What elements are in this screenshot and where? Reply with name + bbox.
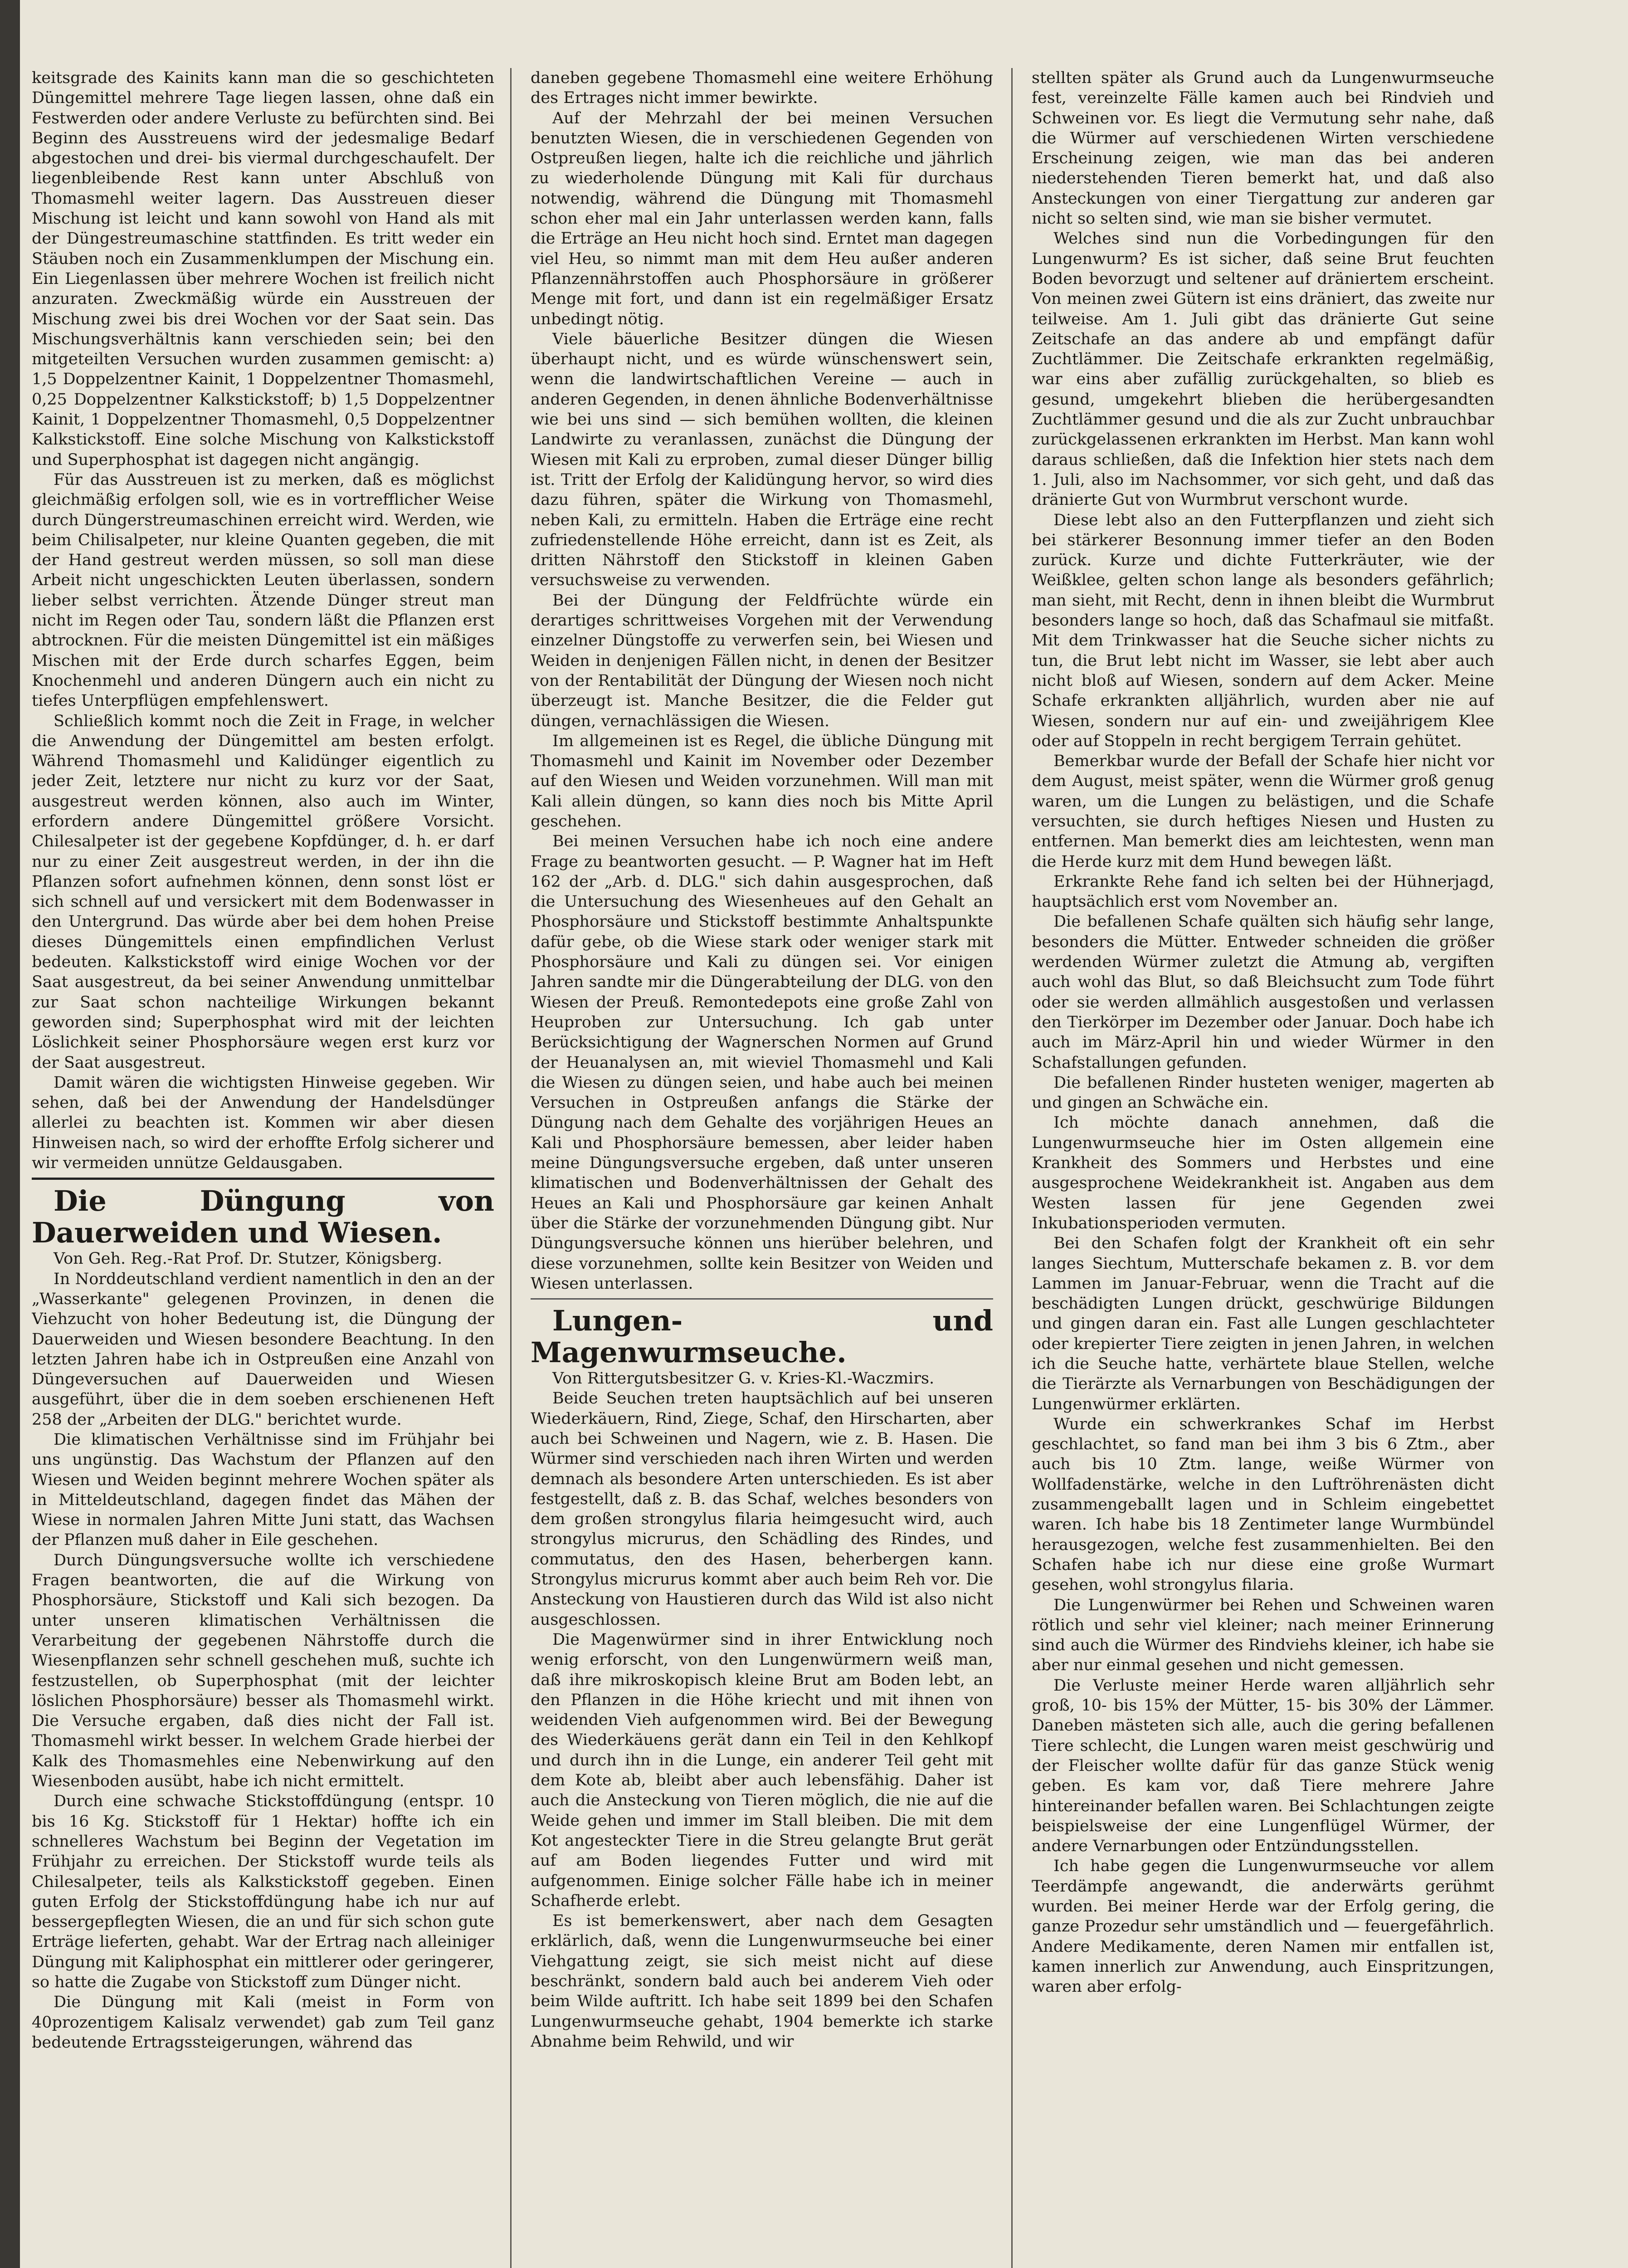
paragraph: Schließlich kommt noch die Zeit in Frage, in welcher die Anwendung der Düngemittel am besten erfolgt. Während Thomasmehl und Kalidünger eigentlich zu jeder Zeit, letztere nur nicht zu kurz vor der Saat, ausgestreut werden können, also auch im Winter, erfordern andere Düngemittel größere Vorsicht. Chilesalpeter ist der gegebene Kopfdünger, d. h. er darf nur zu einer Zeit ausgestreut werden, in der ihn die Pflanzen sofort aufnehmen können, denn sonst löst er sich schnell auf und versickert mit dem Bodenwasser in den Untergrund. Das würde aber bei dem hohen Preise dieses Düngemittels einen empfindlichen Verlust bedeuten. Kalkstickstoff wird einige Wochen vor der Saat ausgestreut, da bei seiner Anwendung unmittelbar zur Saat schon nachteilige Wirkungen bekannt geworden sind; Superphosphat wird mit der leichten Löslichkeit seiner Phosphorsäure wegen erst kurz vor der Saat ausgestreut. bbox=[32, 712, 494, 1072]
paragraph: keitsgrade des Kainits kann man die so geschichteten Düngemittel mehrere Tage liegen lassen, ohne daß ein Festwerden oder andere Verluste zu befürchten sind. Bei Beginn des Ausstreuens wird der jedesmalige Bedarf abgestochen und drei- bis viermal durchgeschaufelt. Der liegenbleibende Rest kann unter Abschluß von Thomasmehl weiter lagern. Das Ausstreuen dieser Mischung ist leicht und kann sowohl von Hand als mit der Düngestreumaschine stattfinden. Es tritt weder ein Stäuben noch ein Zusammenklumpen der Mischung ein. Ein Liegenlassen über mehrere Wochen ist freilich nicht anzuraten. Zweckmäßig würde ein Ausstreuen der Mischung zwei bis drei Wochen vor der Saat sein. Das Mischungsverhältnis kann verschieden sein; bei den mitgeteilten Versuchen wurden zusammen gemischt: a) 1,5 Doppelzentner Kainit, 1 Doppelzentner Thomasmehl, 0,25 Doppelzentner Kalkstickstoff; b) 1,5 Doppelzentner Kainit, 1 Doppelzentner Thomasmehl, 0,5 Doppelzentner Kalkstickstoff. Eine solche Mischung von Kalkstickstoff und Superphosphat ist dagegen nicht angängig. bbox=[32, 69, 494, 469]
paragraph: Ich habe gegen die Lungenwurmseuche vor allem Teerdämpfe angewandt, die anderwärts gerühmt wurden. Bei meiner Herde war der Erfolg gering, die ganze Prozedur sehr umständlich und — feuergefährlich. Andere Medikamente, deren Namen mir entfallen ist, kamen innerlich zur Anwendung, auch Einspritzungen, waren aber erfolg- bbox=[1032, 1857, 1494, 1996]
paragraph: Viele bäuerliche Besitzer düngen die Wiesen überhaupt nicht, und es würde wünschenswert sein, wenn die landwirtschaftlichen Vereine — auch in anderen Gegenden, in denen ähnliche Bodenverhältnisse wie bei uns sind — sich bemühen wollten, die kleinen Landwirte zu veranlassen, zunächst die Düngung der Wiesen mit Kali zu erproben, zumal dieser Dünger billig ist. Tritt der Erfolg der Kalidüngung hervor, so wird dies dazu führen, später die Wirkung von Thomasmehl, neben Kali, zu ermitteln. Haben die Erträge eine recht zufriedenstellende Höhe erreicht, dann ist es Zeit, als dritten Nährstoff den Stickstoff in kleinen Gaben versuchsweise zu verwenden. bbox=[531, 330, 993, 590]
paragraph: Durch Düngungsversuche wollte ich verschiedene Fragen beantworten, die auf die Wirkung von Phosphorsäure, Stickstoff und Kali sich bezogen. Da unter unseren klimatischen Verhältnissen die Verarbeitung der gegebenen Nährstoffe durch die Wiesenpflanzen sehr schnell geschehen muß, suchte ich festzustellen, ob Superphosphat (mit der leichter löslichen Phosphorsäure) besser als Thomasmehl wirkt. Die Versuche ergaben, daß dies nicht der Fall ist. Thomasmehl wirkt besser. In welchem Grade hierbei der Kalk des Thomasmehles eine Nebenwirkung auf den Wiesenboden ausübt, habe ich nicht ermittelt. bbox=[32, 1551, 494, 1791]
paragraph: Auf der Mehrzahl der bei meinen Versuchen benutzten Wiesen, die in verschiedenen Gegenden von Ostpreußen liegen, halte ich die reichliche und jährlich zu wiederholende Düngung mit Kali für durchaus notwendig, während die Düngung mit Thomasmehl schon eher mal ein Jahr unterlassen werden kann, falls die Erträge an Heu nicht hoch sind. Erntet man dagegen viel Heu, so nimmt man mit dem Heu außer anderen Pflanzennährstoffen auch Phosphorsäure in größerer Menge mit fort, und dann ist ein regelmäßiger Ersatz unbedingt nötig. bbox=[531, 109, 993, 328]
column-2 bbox=[531, 68, 993, 2268]
paragraph: Damit wären die wichtigsten Hinweise gegeben. Wir sehen, daß bei der Anwendung der Handelsdünger allerlei zu beachten ist. Kommen wir aber diesen Hinweisen nach, so wird der erhoffte Erfolg sicherer und wir vermeiden unnütze Geldausgaben. bbox=[32, 1073, 494, 1173]
column-rule bbox=[510, 68, 512, 2268]
paragraph: Welches sind nun die Vorbedingungen für den Lungenwurm? Es ist sicher, daß seine Brut feuchten Boden bevorzugt und seltener auf dräniertem erscheint. Von meinen zwei Gütern ist eins dräniert, das zweite nur teilweise. Am 1. Juli gibt das dränierte Gut seine Zeitschafe an das andere ab und empfängt dafür Zuchtlämmer. Die Zeitschafe erkrankten regelmäßig, war eins aber zufällig zurückgehalten, so blieb es gesund, umgekehrt blieben die herübergesandten Zuchtlämmer gesund und die als zur Zucht unbrauchbar zurückgelassenen erkrankten im Herbst. Man kann wohl daraus schließen, daß die Infektion hier stets nach dem 1. Juli, also im Nachsommer, vor sich geht, und daß das dränierte Gut von Wurmbrut verschont wurde. bbox=[1032, 230, 1494, 509]
paragraph: Ich möchte danach annehmen, daß die Lungenwurmseuche hier im Osten allgemein eine Krankheit des Sommers und Herbstes und eine ausgesprochene Weidekrankheit ist. Angaben aus dem Westen lassen für jene Gegenden zwei Inkubationsperioden vermuten. bbox=[1032, 1114, 1494, 1232]
paragraph: Im allgemeinen ist es Regel, die übliche Düngung mit Thomasmehl und Kainit im November oder Dezember auf den Wiesen und Weiden vorzunehmen. Will man mit Kali allein düngen, so kann dies noch bis Mitte April geschehen. bbox=[531, 732, 993, 831]
paragraph: Die befallenen Rinder husteten weniger, magerten ab und gingen an Schwäche ein. bbox=[1032, 1073, 1494, 1112]
paragraph: Die Verluste meiner Herde waren alljährlich sehr groß, 10- bis 15% der Mütter, 15- bis 30% der Lämmer. Daneben mästeten sich alle, auch die gering befallenen Tiere schlecht, die Lungen waren meist geschwürig und der Fleischer wollte dafür für das ganze Stück wenig geben. Es kam vor, daß Tiere mehrere Jahre hintereinander befallen waren. Bei Schlachtungen zeigte beispielsweise der eine Lungenflügel Würmer, der andere Vernarbungen oder Entzündungsstellen. bbox=[1032, 1676, 1494, 1856]
article-divider bbox=[32, 1178, 494, 1180]
paragraph: Die Magenwürmer sind in ihrer Entwicklung noch wenig erforscht, von den Lungenwürmern weiß man, daß ihre mikroskopisch kleine Brut am Boden lebt, an den Pflanzen in die Höhe kriecht und mit ihnen von weidenden Vieh aufgenommen wird. Bei der Bewegung des Wiederkäuens gerät dann ein Teil in den Kehlkopf und durch ihn in die Lunge, ein anderer Teil geht mit dem Kote ab, bleibt aber auch lebensfähig. Daher ist auch die Ansteckung von Tieren möglich, die nie auf die Weide gehen und immer im Stall bleiben. Die mit dem Kot angesteckter Tiere in die Streu gelangte Brut gerät auf am Boden liegendes Futter und wird mit aufgenommen. Einige solcher Fälle habe ich in meiner Schafherde erlebt. bbox=[531, 1630, 993, 1910]
binding-edge bbox=[0, 0, 20, 2268]
paragraph: Bei meinen Versuchen habe ich noch eine andere Frage zu beantworten gesucht. — P. Wagner hat im Heft 162 der „Arb. d. DLG." sich dahin ausgesprochen, daß die Untersuchung des Wiesenheues auf den Gehalt an Phosphorsäure und Stickstoff bestimmte Anhaltspunkte dafür gebe, ob die Wiese stark oder weniger stark mit Phosphorsäure und Kali zu düngen sei. Vor einigen Jahren sandte mir die Düngerabteilung der DLG. von den Wiesen der Preuß. Remontedepots eine große Zahl von Heuproben zur Untersuchung. Ich gab unter Berücksichtigung der Wagnerschen Normen auf Grund der Heuanalysen an, mit wieviel Thomasmehl und Kali die Wiesen zu düngen seien, und habe auch bei meinen Versuchen in Ostpreußen anfangs die Stärke der Düngung nach dem Gehalte des vorjährigen Heues an Kali und Phosphorsäure bemessen, aber leider haben meine Düngungsversuche ergeben, daß unter unseren klimatischen und Bodenverhältnissen der Gehalt des Heues an Kali und Phosphorsäure gar keinen Anhalt über die Stärke der vorzunehmenden Düngung gibt. Nur Düngungsversuche können uns hierüber belehren, und diese vorzunehmen, sollte kein Besitzer von Weiden und Wiesen unterlassen. bbox=[531, 832, 993, 1293]
paragraph: stellten später als Grund auch da Lungenwurmseuche fest, vereinzelte Fälle kamen auch bei Rindvieh und Schweinen vor. Es liegt die Vermutung sehr nahe, daß die Würmer auf verschiedenen Wirten verschiedene Erscheinung zeigen, wie man das bei anderen niederstehenden Tieren bemerkt hat, und daß also Ansteckungen von einer Tiergattung zur anderen gar nicht so selten sind, wie man sie bisher vermutet. bbox=[1032, 69, 1494, 228]
paragraph: Die Düngung mit Kali (meist in Form von 40prozentigem Kalisalz verwendet) gab zum Teil ganz bedeutende Ertragssteigerungen, während das bbox=[32, 1993, 494, 2052]
paragraph: Beide Seuchen treten hauptsächlich auf bei unseren Wiederkäuern, Rind, Ziege, Schaf, den Hirscharten, aber auch bei Schweinen und Nagern, wie z. B. Hasen. Die Würmer sind verschieden nach ihren Wirten und werden demnach als besondere Arten unterschieden. Es ist aber festgestellt, daß z. B. das Schaf, welches besonders von dem großen strongylus filaria heimgesucht wird, auch strongylus micrurus, den Schädling des Rindes, und commutatus, den des Hasen, beherbergen kann. Strongylus micrurus kommt aber auch beim Reh vor. Die Ansteckung von Haustieren durch das Wild ist also nicht ausgeschlossen. bbox=[531, 1389, 993, 1629]
article-byline: Von Rittergutsbesitzer G. v. Kries-Kl.-Waczmirs. bbox=[552, 1369, 935, 1388]
paragraph: Die Lungenwürmer bei Rehen und Schweinen waren rötlich und sehr viel kleiner; nach meiner Erinnerung sind auch die Würmer des Rindviehs kleiner, ich habe sie aber nur einmal gesehen und nicht gemessen. bbox=[1032, 1596, 1494, 1675]
paragraph: In Norddeutschland verdient namentlich in den an der „Wasserkante" gelegenen Provinzen, in denen die Viehzucht von hoher Bedeutung ist, die Düngung der Dauerweiden und Wiesen besondere Beachtung. In den letzten Jahren habe ich in Ostpreußen eine Anzahl von Düngeversuchen auf Dauerweiden und Wiesen ausgeführt, über die in dem soeben erschienenen Heft 258 der „Arbeiten der DLG." berichtet wurde. bbox=[32, 1270, 494, 1429]
paragraph: daneben gegebene Thomasmehl eine weitere Erhöhung des Ertrages nicht immer bewirkte. bbox=[531, 69, 993, 108]
paragraph: Durch eine schwache Stickstoffdüngung (entspr. 10 bis 16 Kg. Stickstoff für 1 Hektar) hoffte ich ein schnelleres Wachstum bei Beginn der Vegetation im Frühjahr zu erreichen. Der Stickstoff wurde teils als Chilesalpeter, teils als Kalkstickstoff gegeben. Einen guten Erfolg der Stickstoffdüngung habe ich nur auf bessergepflegten Wiesen, die an und für sich schon gute Erträge lieferten, gehabt. War der Ertrag nach alleiniger Düngung mit Kaliphosphat ein mittlerer oder geringerer, so hatte die Zugabe von Stickstoff zum Dünger nicht. bbox=[32, 1792, 494, 1992]
paragraph: Erkrankte Rehe fand ich selten bei der Hühnerjagd, hauptsächlich erst vom November an. bbox=[1032, 872, 1494, 911]
paragraph: Bei der Düngung der Feldfrüchte würde ein derartiges schrittweises Vorgehen mit der Verwendung einzelner Düngstoffe zu verwerfen sein, bei Wiesen und Weiden in denjenigen Fällen nicht, in denen der Besitzer von der Rentabilität der Düngung der Wiesen noch nicht überzeugt ist. Manche Besitzer, die die Felder gut düngen, vernachlässigen die Wiesen. bbox=[531, 591, 993, 730]
column-rule bbox=[1011, 68, 1013, 2268]
paragraph: Die befallenen Schafe quälten sich häufig sehr lange, besonders die Mütter. Entweder schneiden die größer werdenden Würmer zuletzt die Atmung ab, vergiften auch wohl das Blut, so daß Bleichsucht zum Tode führt oder sie werden allmählich ausgestoßen und verlassen den Tierkörper im Dezember oder Januar. Doch habe ich auch im März-April hin und wieder Würmer in den Schafstallungen gefunden. bbox=[1032, 913, 1494, 1072]
article-divider bbox=[531, 1298, 993, 1300]
column-3 bbox=[1032, 68, 1494, 2268]
column-1 bbox=[32, 68, 494, 2268]
paragraph: Wurde ein schwerkrankes Schaf im Herbst geschlachtet, so fand man bei ihm 3 bis 6 Ztm., aber auch bis 10 Ztm. lange, weiße Würmer von Wollfadenstärke, welche in den Luftröhrenästen dicht zusammengeballt lagen und in Schleim eingebettet waren. Ich habe bis 18 Zentimeter lange Wurmbündel herausgezogen, welche fest zusammenhielten. Bei den Schafen habe ich nur diese eine große Wurmart gesehen, wohl strongylus filaria. bbox=[1032, 1415, 1494, 1594]
paragraph: Die klimatischen Verhältnisse sind im Frühjahr bei uns ungünstig. Das Wachstum der Pflanzen auf den Wiesen und Weiden beginnt mehrere Wochen später als in Mitteldeutschland, dagegen findet das Mähen der Wiese in normalen Jahren Mitte Juni statt, das Wachsen der Pflanzen muß daher in Eile geschehen. bbox=[32, 1431, 494, 1549]
article-byline: Von Geh. Reg.-Rat Prof. Dr. Stutzer, Königsberg. bbox=[54, 1250, 443, 1268]
paragraph: Diese lebt also an den Futterpflanzen und zieht sich bei stärkerer Besonnung immer tiefer an den Boden zurück. Kurze und dichte Futterkräuter, wie der Weißklee, gelten schon lange als besonders gefährlich; man sieht, mit Recht, denn in ihnen bleibt die Wurmbrut besonders lange so hoch, daß das Schafmaul sie mitfaßt. Mit dem Trinkwasser hat die Seuche sicher nichts zu tun, die Brut lebt nicht im Wasser, sie lebt aber auch nicht bloß auf Wiesen, sondern auf dem Acker. Meine Schafe erkrankten alljährlich, wurden aber nie auf Wiesen, sondern nur auf ein- und zweijährigem Klee oder auf Stoppeln in recht bergigem Terrain gehütet. bbox=[1032, 511, 1494, 750]
article-headline: Lungen- und Magenwurmseuche. bbox=[531, 1304, 993, 1369]
article-headline: Die Düngung von Dauerweiden und Wiesen. bbox=[32, 1184, 494, 1250]
paragraph: Bemerkbar wurde der Befall der Schafe hier nicht vor dem August, meist später, wenn die Würmer groß genug waren, um die Lungen zu belästigen, und die Schafe versuchten, sie durch heftiges Niesen und Husten zu entfernen. Man bemerkt dies am leichtesten, wenn man die Herde kurz mit dem Hund bewegen läßt. bbox=[1032, 752, 1494, 871]
paragraph: Bei den Schafen folgt der Krankheit oft ein sehr langes Siechtum, Mutterschafe bekamen z. B. vor dem Lammen im Januar-Februar, wenn die Tracht auf die beschädigten Lungen drückt, geschwürige Bildungen und gingen daran ein. Fast alle Lungen geschlachteter oder krepierter Tiere zeigten in jenen Jahren, in welchen ich die Seuche hatte, verhärtete blaue Stellen, welche die Tierärzte als Vernarbungen von Beschädigungen der Lungenwürmer erklärten. bbox=[1032, 1234, 1494, 1413]
paragraph: Für das Ausstreuen ist zu merken, daß es möglichst gleichmäßig erfolgen soll, wie es in vortrefflicher Weise durch Düngerstreumaschinen erreicht wird. Werden, wie beim Chilisalpeter, nur kleine Quanten gegeben, die mit der Hand gestreut werden müssen, so soll man diese Arbeit nicht ungeschickten Leuten überlassen, sondern lieber selbst verrichten. Ätzende Dünger streut man nicht im Regen oder Tau, sondern läßt die Pflanzen erst abtrocknen. Für die meisten Düngemittel ist ein mäßiges Mischen mit der Erde durch scharfes Eggen, beim Knochenmehl und anderen Düngern auch ein nicht zu tiefes Unterpflügen empfehlenswert. bbox=[32, 470, 494, 710]
paragraph: Es ist bemerkenswert, aber nach dem Gesagten erklärlich, daß, wenn die Lungenwurmseuche bei einer Viehgattung zeigt, sie sich meist nicht auf diese beschränkt, sondern bald auch bei anderem Vieh oder beim Wilde auftritt. Ich habe seit 1899 bei den Schafen Lungenwurmseuche gehabt, 1904 bemerkte ich starke Abnahme beim Rehwild, und wir bbox=[531, 1912, 993, 2051]
